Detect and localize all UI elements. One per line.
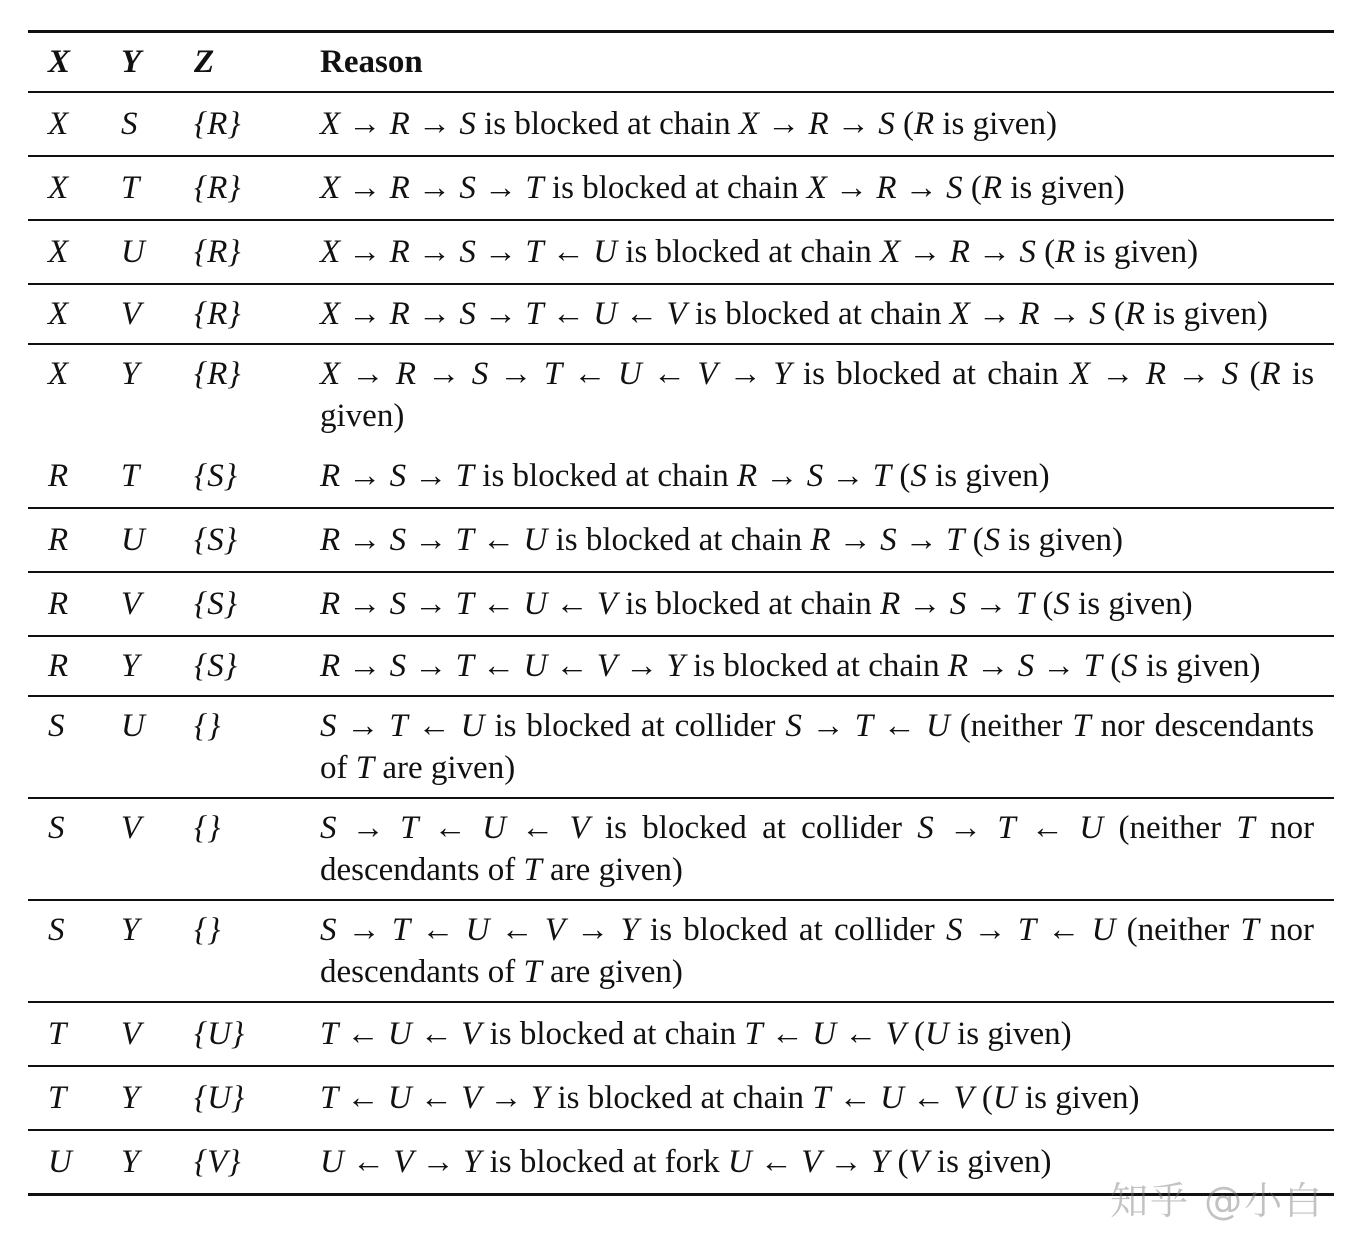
cell-reason: R → S → T is blocked at chain R → S → T (S is given) <box>320 458 1050 494</box>
cell-z: {S} <box>194 522 237 558</box>
cell-z: {R} <box>194 106 241 142</box>
cell-z: {R} <box>194 356 241 392</box>
cell-y: U <box>121 708 145 744</box>
cell-x: R <box>48 586 69 622</box>
cell-y: V <box>121 1016 142 1052</box>
cell-x: T <box>48 1016 67 1052</box>
table-row <box>28 900 1334 1002</box>
table-row <box>28 636 1334 696</box>
cell-y: V <box>121 586 142 622</box>
cell-y: U <box>121 234 145 270</box>
cell-y: Y <box>121 648 140 684</box>
table-body <box>28 92 1334 1195</box>
cell-x: T <box>48 1080 67 1116</box>
table-row <box>28 696 1334 798</box>
table-row <box>28 798 1334 900</box>
cell-reason: U ← V → Y is blocked at fork U ← V → Y (V is given) <box>320 1144 1052 1180</box>
cell-x: X <box>48 296 69 332</box>
header-y: Y <box>121 43 142 80</box>
cell-reason: R → S → T ← U ← V → Y is blocked at chain R → S → T (S is given) <box>320 648 1261 684</box>
header-z: Z <box>194 43 215 80</box>
table-header <box>28 32 1334 93</box>
cell-x: R <box>48 648 69 684</box>
table-row <box>28 344 1334 445</box>
cell-y: Y <box>121 356 140 392</box>
cell-x: S <box>48 810 65 846</box>
cell-reason: T ← U ← V is blocked at chain T ← U ← V (U is given) <box>320 1016 1072 1052</box>
cell-y: T <box>121 170 140 206</box>
table-row <box>28 445 1334 508</box>
table-row <box>28 92 1334 156</box>
cell-reason: X → R → S → T is blocked at chain X → R → S (R is given) <box>320 170 1125 206</box>
cell-x: U <box>48 1144 72 1180</box>
header-row <box>28 32 1334 93</box>
cell-y: U <box>121 522 145 558</box>
cell-z: {V} <box>194 1144 241 1180</box>
cell-x: S <box>48 912 65 948</box>
cell-z: {R} <box>194 234 241 270</box>
d-separation-table <box>28 30 1334 1196</box>
cell-reason: X → R → S → T ← U ← V is blocked at chain X → R → S (R is given) <box>320 296 1268 332</box>
cell-y: T <box>121 458 140 494</box>
cell-reason: X → R → S → T ← U ← V → Y is blocked at chain X → R → S (R is given) <box>320 356 1315 434</box>
table-row <box>28 508 1334 572</box>
cell-z: {S} <box>194 458 237 494</box>
cell-z: {U} <box>194 1080 245 1116</box>
cell-z: {R} <box>194 296 241 332</box>
table-row <box>28 284 1334 344</box>
cell-reason: S → T ← U ← V → Y is blocked at collider S → T ← U (neither T nor descendants of T are given) <box>320 912 1315 990</box>
cell-y: V <box>121 296 142 332</box>
cell-y: Y <box>121 1080 140 1116</box>
cell-y: V <box>121 810 142 846</box>
cell-x: R <box>48 522 69 558</box>
cell-y: S <box>121 106 138 142</box>
cell-z: {} <box>194 810 221 846</box>
cell-z: {S} <box>194 648 237 684</box>
cell-reason: R → S → T ← U ← V is blocked at chain R → S → T (S is given) <box>320 586 1193 622</box>
zhihu-watermark: 知乎 @小白 <box>1110 1179 1325 1223</box>
table-row <box>28 220 1334 284</box>
cell-reason: R → S → T ← U is blocked at chain R → S → T (S is given) <box>320 522 1123 558</box>
cell-z: {U} <box>194 1016 245 1052</box>
table-row <box>28 1066 1334 1130</box>
cell-z: {} <box>194 708 221 744</box>
cell-x: S <box>48 708 65 744</box>
cell-reason: X → R → S → T ← U is blocked at chain X → R → S (R is given) <box>320 234 1199 270</box>
cell-reason: S → T ← U ← V is blocked at collider S → T ← U (neither T nor descendants of T are given) <box>320 810 1315 888</box>
cell-z: {} <box>194 912 221 948</box>
table-row <box>28 156 1334 220</box>
cell-z: {S} <box>194 586 237 622</box>
table-row <box>28 1002 1334 1066</box>
cell-x: X <box>48 234 69 270</box>
cell-z: {R} <box>194 170 241 206</box>
header-reason: Reason <box>320 43 423 80</box>
cell-y: Y <box>121 1144 140 1180</box>
cell-x: X <box>48 106 69 142</box>
cell-x: X <box>48 356 69 392</box>
cell-reason: T ← U ← V → Y is blocked at chain T ← U ← V (U is given) <box>320 1080 1140 1116</box>
cell-y: Y <box>121 912 140 948</box>
cell-reason: X → R → S is blocked at chain X → R → S (R is given) <box>320 106 1057 142</box>
table-row <box>28 572 1334 636</box>
cell-x: R <box>48 458 69 494</box>
header-x: X <box>48 43 71 80</box>
table-page <box>28 30 1334 1196</box>
cell-reason: S → T ← U is blocked at collider S → T ← U (neither T nor descendants of T are given) <box>320 708 1315 786</box>
cell-x: X <box>48 170 69 206</box>
